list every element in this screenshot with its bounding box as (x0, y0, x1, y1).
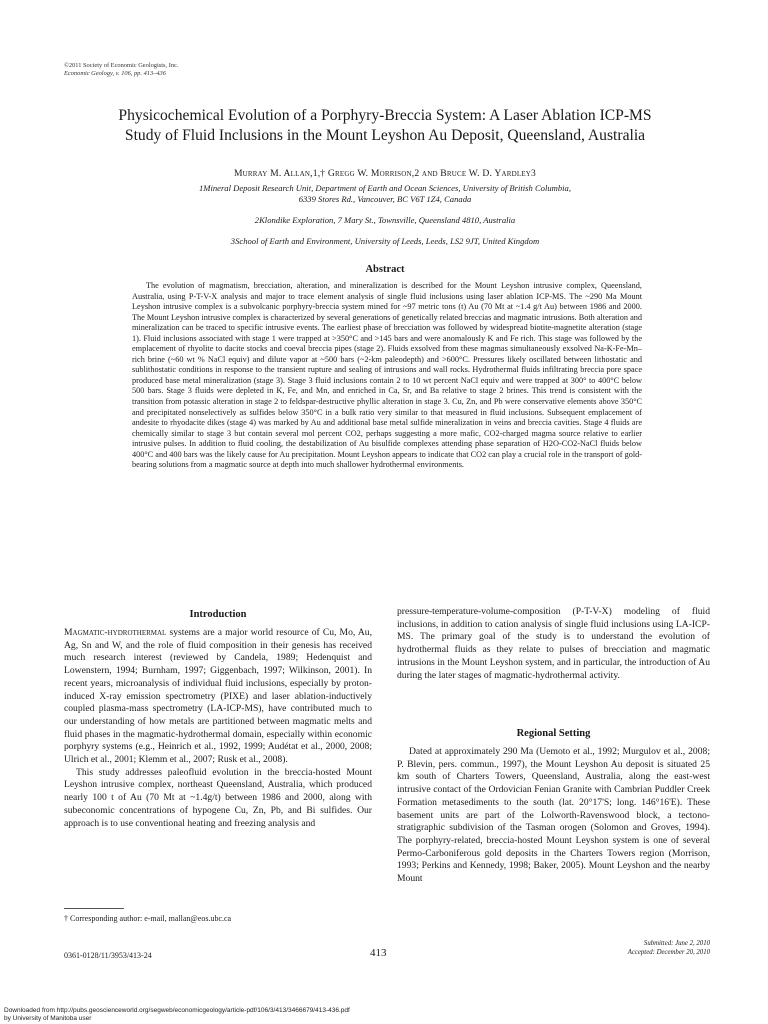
affiliation-1-line-2: 6339 Stores Rd., Vancouver, BC V6T 1Z4, Canada (298, 194, 472, 204)
authors-text: Murray M. Allan,1,† Gregg W. Morrison,2 and Bruce W. D. Yardley3 (233, 168, 537, 179)
affiliation-1 (60, 183, 710, 205)
author-list (60, 168, 710, 179)
intro-paragraph-1 (64, 627, 372, 767)
download-notice (4, 1007, 350, 1022)
abstract-body: The evolution of magmatism, brecciation, alteration, and mineralization is described for the Mount Leyshon intrusive complex, Queensland, Australia, using P-T-V-X analysis and major to trace element analysis of single fluid inclusions using laser ablation ICP-MS. The ~290 Ma Mount Leyshon intrusive complex is a subvolcanic porphyry-breccia system mined for ~97 metric tons (t) Au (70 Mt at ~1.4 g/t Au) between 1986 and 2000. The Mount Leyshon intrusive complex is characterized by several generations of genetically related breccias and magmatic intrusions. Both alteration and mineralization can be traced to specific intrusive events. The earliest phase of brecciation was followed by widespread biotite-magnetite alteration (stage 1). Fluid inclusions associated with stage 1 were trapped at >350°C and >145 bars and were anomalously K and Fe rich. This stage was followed by the emplacement of rhyolite to dacite stocks and coeval breccia pipes (stage 2). Fluids exsolved from these magmas simultaneously exsolved Na-K-Fe-Mn–rich brine (~60 wt % NaCl equiv) and dilute vapor at ~500 bars (~2-km paleodepth) and >600°C. Pressures likely oscillated between lithostatic and sublithostatic conditions in response to the transient rupture and sealing of intrusions and wall rocks. Hydrothermal fluids infiltrating breccia pore space produced base metal mineralization (stage 3). Stage 3 fluid inclusions contain 2 to 10 wt percent NaCl equiv and were trapped at 300° to 400°C below 500 bars. Stage 3 fluids were depleted in K, Fe, and Mn, and enriched in Ca, Sr, and Ba relative to stage 2 brines. This trend is consistent with the transition from potassic alteration in stage 2 to feldspar-destructive phyllic alteration in stage 3. Cu, Zn, and Pb were conservative elements above 350°C and precipitated nonselectively as sulfides below 350°C in a bulk ratio very similar to that measured in fluid inclusions. Subsequent emplacement of andesite to rhyodacite dikes (stage 4) was marked by Au and additional base metal sulfide mineralization in veins and breccia cavities. Stage 4 fluids are chemically similar to stage 3 but contain several mol percent CO2, perhaps suggesting a more mafic, CO2-charged magma source relative to earlier intrusive pulses. In addition to fluid cooling, the destabilization of Au bisulfide complexes attending phase separation of H2O-CO2-NaCl fluids below 400°C and 400 bars was the likely cause for Au precipitation. Mount Leyshon appears to indicate that CO2 can play a crucial role in the transport of gold-bearing solutions from a magmatic source at depth into much shallower hydrothermal environments. (132, 281, 642, 470)
journal-header (64, 62, 178, 78)
submission-dates (560, 940, 710, 957)
accepted-date: Accepted: December 20, 2010 (627, 948, 710, 956)
issn-code: 0361-0128/11/3953/413-24 (64, 951, 152, 960)
corresponding-author-footnote: † Corresponding author: e-mail, mallan@eos.ubc.ca (64, 914, 232, 923)
affiliation-2: 2Klondike Exploration, 7 Mary St., Townsville, Queensland 4810, Australia (254, 215, 516, 225)
intro-continuation: pressure-temperature-volume-composition (P-T-V-X) modeling of fluid inclusions, in addition to cation analysis of single fluid inclusions using LA-ICP-MS. The primary goal of the study is to understand the evolution of hydrothermal fluids as they relate to pulses of brecciation and magmatic intrusions in the Mount Leyshon system, and in particular, the introduction of Au during the later stages of magmatic-hydrothermal activity. (397, 606, 710, 681)
download-user: by University of Manitoba user (4, 1014, 92, 1022)
affiliation-1-line-1: 1Mineral Deposit Research Unit, Department of Earth and Ocean Sciences, University of British Columbia, (198, 183, 572, 193)
affiliation-3: 3School of Earth and Environment, University of Leeds, Leeds, LS2 9JT, United Kingdom (230, 236, 540, 246)
regional-setting-heading: Regional Setting (516, 728, 591, 739)
copyright-line: ©2011 Society of Economic Geologists, Inc. (64, 62, 179, 69)
intro-lead-word: Magmatic-hydrothermal (64, 627, 167, 638)
title-line-2: Study of Fluid Inclusions in the Mount Leyshon Au Deposit, Queensland, Australia (124, 127, 646, 144)
intro-paragraph-1-text: systems are a major world resource of Cu, Mo, Au, Ag, Sn and W, and the role of fluid composition in their genesis has received much research interest (reviewed by Candela, 1989; Hedenquist and Lowenstern, 1994; Burnham, 1997; Giggenbach, 1997; Wilkinson, 2001). In recent years, microanalysis of individual fluid inclusions, especially by proton-induced X-ray emission spectrometry (PIXE) and laser ablation-inductively coupled plasma-mass spectrometry (LA-ICP-MS), have contributed much to our understanding of how metals are partitioned between magmatic melts and fluid phases in the magmatic-hydrothermal domain, especially within economic porphyry systems (e.g., Heinrich et al., 1992, 1999; Audétat et al., 2000, 2008; Ulrich et al., 2001; Klemm et al., 2007; Rusk et al., 2008). (64, 627, 372, 766)
regional-paragraph-1: Dated at approximately 290 Ma (Uemoto et al., 1992; Murgulov et al., 2008; P. Blevin, pers. commun., 1997), the Mount Leyshon Au deposit is situated 25 km south of Charters Towers, Queensland, Australia, along the east-west intrusive contact of the Ordovician Fenian Granite with Cambrian Puddler Creek Formation metasediments to the south (lat. 20°17'S; long. 146°16'E). These basement units are part of the Lolworth-Ravenswood block, a tectono-stratigraphic subdivision of the Tasman orogen (Solomon and Groves, 1994). The porphyry-related, breccia-hosted Mount Leyshon system is one of several Permo-Carboniferous gold deposits in the Charters Towers region (Morrison, 1993; Perkins and Kennedy, 1998; Baker, 2005). Mount Leyshon and the nearby Mount (397, 746, 710, 885)
title-line-1: Physicochemical Evolution of a Porphyry-Breccia System: A Laser Ablation ICP-MS (118, 107, 652, 124)
abstract-heading: Abstract (365, 264, 405, 275)
journal-citation: Economic Geology, v. 106, pp. 413–436 (64, 70, 166, 77)
introduction-heading: Introduction (189, 609, 247, 620)
submitted-date: Submitted: June 2, 2010 (643, 940, 710, 947)
regional-setting-body (397, 746, 710, 886)
intro-paragraph-2: This study addresses paleofluid evolution in the breccia-hosted Mount Leyshon intrusive complex, northeast Queensland, Australia, which produced nearly 100 t of Au (70 Mt at ~1.4g/t) between 1986 and 2000, along with subeconomic concentrations of hypogene Cu, Zn, Pb, and Bi sulfides. Our approach is to use conventional heating and freezing analysis and (64, 766, 372, 829)
introduction-body (64, 627, 372, 830)
right-column-top (397, 606, 710, 682)
footnote-divider (64, 908, 124, 909)
page-number: 413 (370, 947, 387, 959)
article-title (60, 106, 710, 146)
download-url: Downloaded from http://pubs.geoscienceworld.org/segweb/economicgeology/article-pdf/106/3/413/3466679/413-436.pdf (4, 1007, 350, 1014)
